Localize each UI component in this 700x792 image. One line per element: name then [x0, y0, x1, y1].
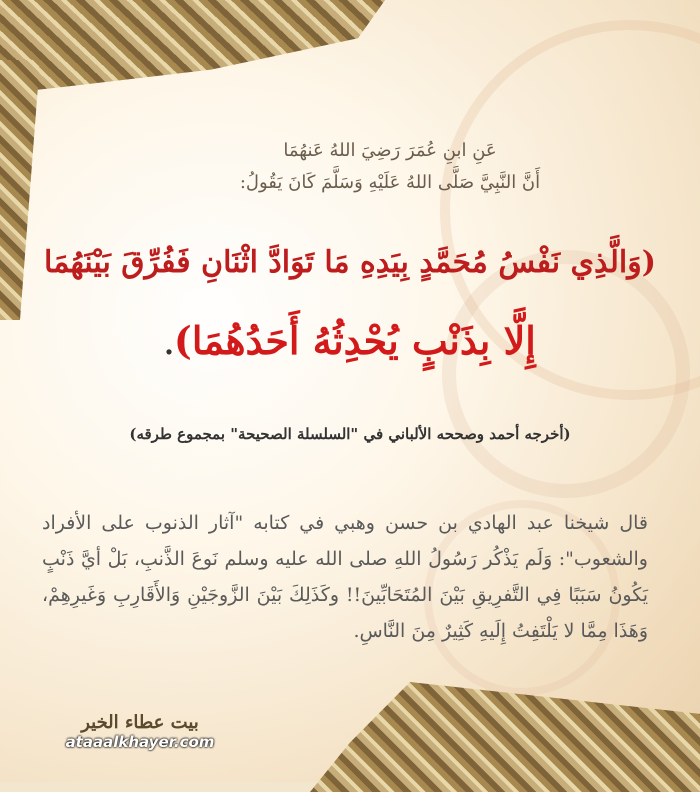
hadith-intro [190, 135, 590, 199]
ornament-left [0, 60, 40, 320]
ornament-bottom-right [310, 682, 700, 792]
ornament-top-left [0, 0, 400, 96]
commentary-text: قال شيخنا عبد الهادي بن حسن وهبي في كتابه "آثار الذنوب على الأفراد والشعوب": وَلَم يَذْكُر رَسُولُ اللهِ صلى الله عليه وسلم نَوعَ الذَّنبِ، بَلْ أيَّ ذَنْبٍ يَكُونُ سَبَبًا فِي التَّفرِيقِ بَيْنَ المُتَحَابِّينَ!! وكَذَلِكَ بَيْنَ الزَّوجَيْنِ وَالأَقَارِبِ وَغَيرِهِمْ، وَهَذَا مِمَّا لا يَلْتَفِتُ إِلَيهِ كَثِيرٌ مِنَ النَّاسِ. [42, 512, 648, 642]
logo-arabic: بيت عطاء الخير [81, 712, 199, 733]
hadith-end-dot: . [164, 328, 174, 361]
hadith-line-2-text: إِلَّا بِذَنْبٍ يُحْدِثُهُ أَحَدُهُمَا) [173, 318, 536, 363]
site-logo [60, 712, 220, 751]
hadith-source: (أخرجه أحمد وصححه الألباني في "السلسلة الصحيحة" بمجموع طرقه) [129, 425, 571, 443]
hadith-text-line-1: (وَالَّذِي نَفْسُ مُحَمَّدٍ بِيَدِهِ مَا تَوَادَّ اثْنَانِ فَفُرِّقَ بَيْنَهُمَا [44, 245, 656, 280]
hadith-text-line-2 [30, 318, 670, 363]
decorative-swirl [442, 250, 690, 498]
logo-site-url: ataaalkhayer.com [65, 733, 215, 751]
intro-line-2: أَنَّ النَّبِيَّ صَلَّى اللهُ عَلَيْهِ وَسَلَّمَ كَانَ يَقُولُ: [239, 172, 541, 193]
intro-line-1: عَنِ ابنِ عُمَرَ رَضِيَ اللهُ عَنهُمَا [283, 140, 497, 161]
